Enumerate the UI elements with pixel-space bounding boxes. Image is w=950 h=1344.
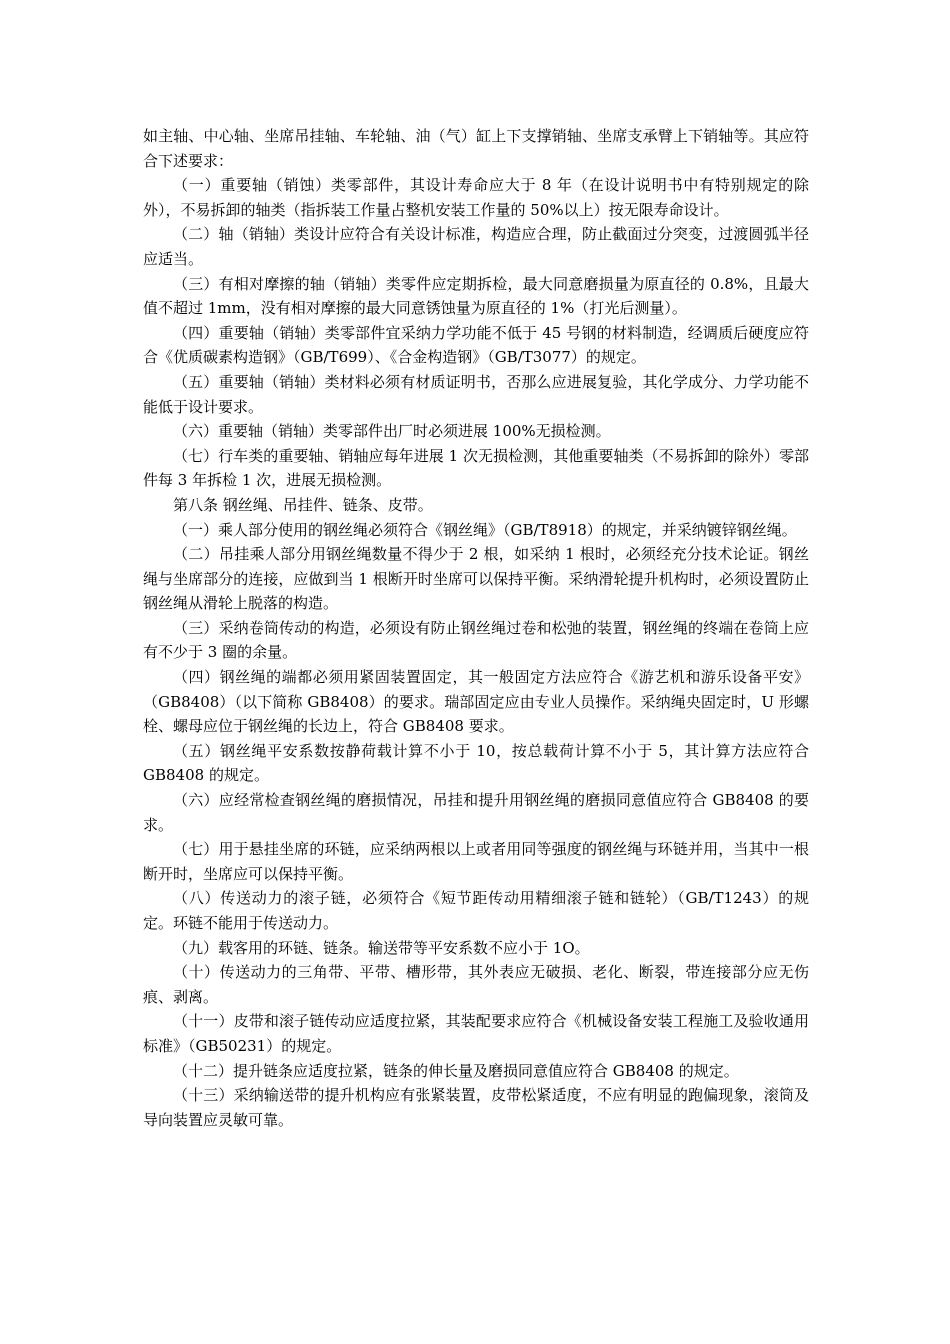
paragraph-item: （七）行车类的重要轴、销轴应每年进展 1 次无损检测，其他重要轴类（不易拆卸的除外）零部件每 3 年拆检 1 次，进展无损检测。: [143, 446, 809, 490]
paragraph-item: （五）重要轴（销轴）类材料必须有材质证明书，否那么应进展复验，其化学成分、力学功能不能低于设计要求。: [143, 372, 809, 416]
document-body: [143, 124, 809, 1132]
paragraph-item: （一）乘人部分使用的钢丝绳必须符合《钢丝绳》（GB/T8918）的规定，并采纳镀锌钢丝绳。: [173, 520, 797, 539]
paragraph-item: （十二）提升链条应适度拉紧，链条的伸长量及磨损同意值应符合 GB8408 的规定。: [173, 1061, 739, 1080]
paragraph-item: （三）采纳卷筒传动的构造，必须设有防止钢丝绳过卷和松弛的装置，钢丝绳的终端在卷筒上应有不少于 3 圈的余量。: [143, 618, 809, 662]
paragraph-item: （二）吊挂乘人部分用钢丝绳数量不得少于 2 根，如采纳 1 根时，必须经充分技术论证。钢丝绳与坐席部分的连接，应做到当 1 根断开时坐席可以保持平衡。采纳滑轮提升机构时，必须设置防止钢丝绳从滑轮上脱落的构造。: [143, 545, 809, 613]
paragraph-item: （十三）采纳输送带的提升机构应有张紧装置，皮带松紧适度，不应有明显的跑偏现象，滚筒及导向装置应灵敏可靠。: [143, 1086, 809, 1129]
paragraph-item: （一）重要轴（销蚀）类零部件，其设计寿命应大于 8 年（在设计说明书中有特别规定的除外），不易拆卸的轴类（指拆装工作量占整机安装工作量的 50%以上）按无限寿命设计。: [143, 176, 809, 219]
paragraph-continuation: 如主轴、中心轴、坐席吊挂轴、车轮轴、油（气）缸上下支撑销轴、坐席支承臂上下销轴等。其应符合下述要求：: [143, 127, 809, 170]
paragraph-item: （六）应经常检查钢丝绳的磨损情况，吊挂和提升用钢丝绳的磨损同意值应符合 GB8408 的要求。: [143, 791, 809, 834]
paragraph-item: （八）传送动力的滚子链，必须符合《短节距传动用精细滚子链和链轮）（GB/T1243）的规定。环链不能用于传送动力。: [143, 889, 809, 932]
section-heading: 第八条 钢丝绳、吊挂件、链条、皮带。: [173, 495, 433, 514]
paragraph-item: （五）钢丝绳平安系数按静荷载计算不小于 10，按总载荷计算不小于 5，其计算方法应符合 GB8408 的规定。: [143, 741, 809, 785]
paragraph-item: （三）有相对摩擦的轴（销轴）类零件应定期拆检，最大同意磨损量为原直径的 0.8%，且最大值不超过 1mm，没有相对摩擦的最大同意锈蚀量为原直径的 1%（打光后测量）。: [143, 274, 809, 318]
paragraph-item: （六）重要轴（销轴）类零部件出厂时必须进展 100%无损检测。: [173, 422, 611, 441]
paragraph-item: （四）钢丝绳的端都必须用紧固装置固定，其一般固定方法应符合《游艺机和游乐设备平安》（GB8408）（以下简称 GB8408）的要求。瑞部固定应由专业人员操作。采纳绳央固定时，U 形螺栓、螺母应位于钢丝绳的长边上，符合 GB8408 要求。: [143, 668, 809, 736]
paragraph-item: （二）轴（销轴）类设计应符合有关设计标准，构造应合理，防止截面过分突变，过渡圆弧半径应适当。: [143, 225, 809, 268]
paragraph-item: （九）载客用的环链、链条。输送带等平安系数不应小于 1O。: [173, 938, 590, 957]
paragraph-item: （七）用于悬挂坐席的环链，应采纳两根以上或者用同等强度的钢丝绳与环链并用，当其中一根断开时，坐席应可以保持平衡。: [143, 840, 809, 883]
paragraph-item: （十）传送动力的三角带、平带、槽形带，其外表应无破损、老化、断裂，带连接部分应无伤痕、剥离。: [143, 963, 809, 1006]
paragraph-item: （四）重要轴（销轴）类零部件宜采纳力学功能不低于 45 号钢的材料制造，经调质后硬度应符合《优质碳素构造钢》（GB/T699）、《合金构造钢》（GB/T3077）的规定。: [143, 323, 809, 367]
paragraph-item: （十一）皮带和滚子链传动应适度拉紧，其装配要求应符合《机械设备安装工程施工及验收通用标准》（GB50231）的规定。: [143, 1012, 809, 1055]
